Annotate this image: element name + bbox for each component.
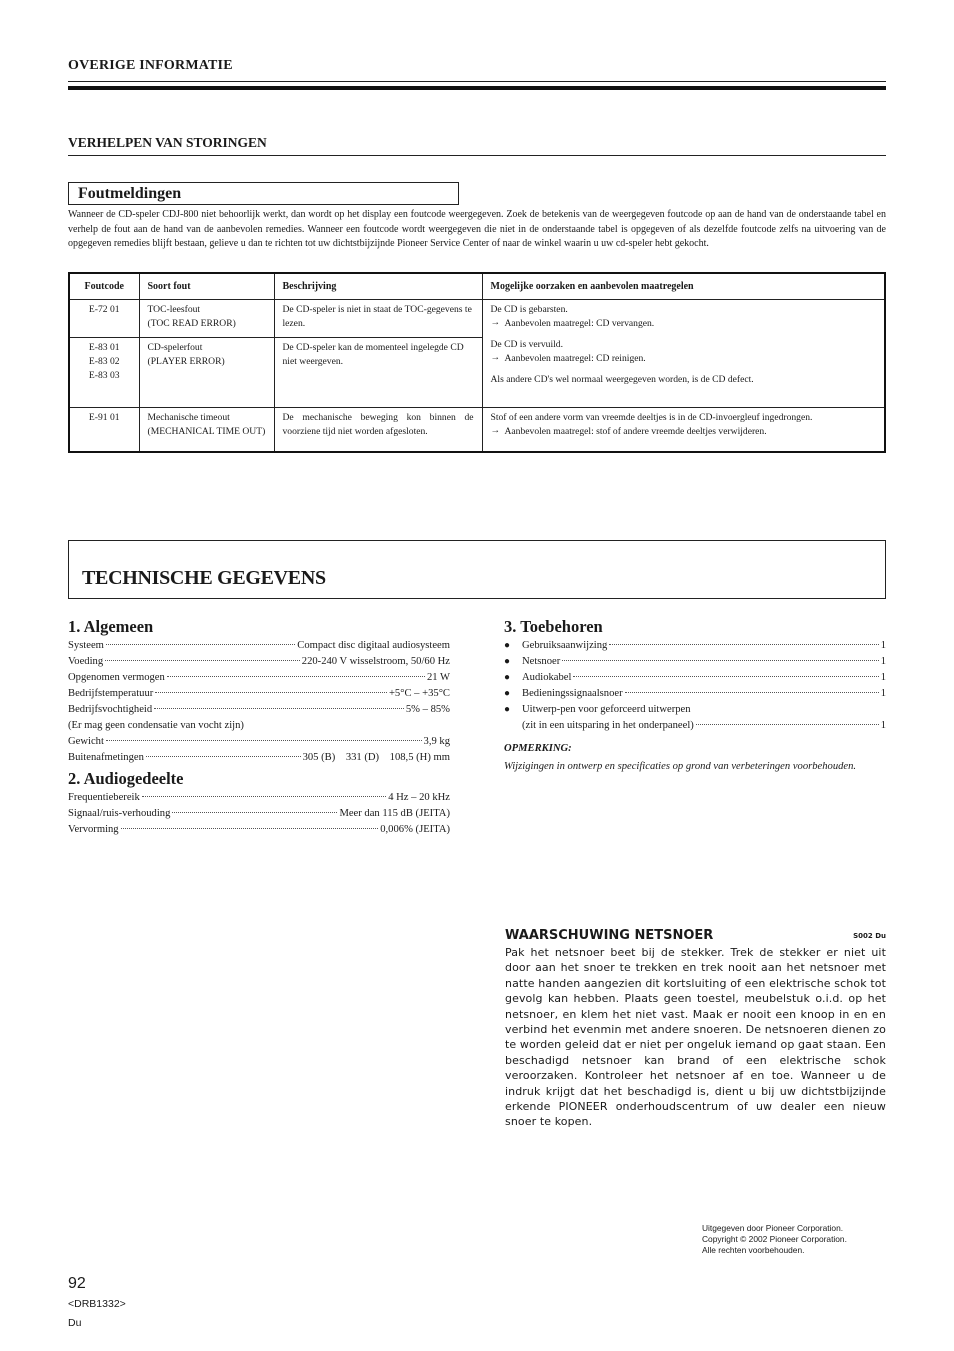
remedy-text: Aanbevolen maatregel: stof of andere vreemde deeltjes verwijderen. <box>504 426 767 437</box>
rights-line: Alle rechten voorbehouden. <box>702 1245 805 1255</box>
spec-value: Compact disc digitaal audiosysteem <box>297 640 450 651</box>
spec-label: Gewicht <box>68 736 104 747</box>
audio-heading: 2. Audiogedeelte <box>68 769 184 788</box>
error-description: De mechanische beweging kon binnen de voorziene tijd niet worden afgesloten. <box>274 408 482 452</box>
bullet-icon: ● <box>504 704 511 715</box>
bullet-icon: ● <box>504 688 511 699</box>
spec-label: Bedrijfsvochtigheid <box>68 704 153 715</box>
spec-label: Bedrijfstemperatuur <box>68 688 154 699</box>
list-item <box>504 638 886 654</box>
note-heading: OPMERKING: <box>504 743 572 754</box>
table-row <box>69 408 885 452</box>
error-code-line: E-83 03 <box>88 370 120 381</box>
header-rule-thin <box>68 81 886 82</box>
error-messages-title: Foutmeldingen <box>68 182 459 205</box>
error-type-english: (TOC READ ERROR) <box>147 318 236 329</box>
remedy-text: Aanbevolen maatregel: CD vervangen. <box>504 318 655 329</box>
item-value: 1 <box>880 640 886 651</box>
item-label: Netsnoer <box>522 656 561 667</box>
table-row <box>69 300 885 338</box>
spec-value: 220-240 V wisselstroom, 50/60 Hz <box>301 656 450 667</box>
cause-text: Stof of een andere vorm van vreemde deeltjes is in de CD-invoergleuf ingedrongen. <box>490 412 813 423</box>
general-specs <box>68 638 450 766</box>
condensation-note: (Er mag geen condensatie van vocht zijn) <box>68 720 244 731</box>
spec-label: Buitenafmetingen <box>68 752 144 763</box>
spec-label: Frequentiebereik <box>68 792 140 803</box>
spec-row <box>68 790 450 806</box>
arrow-icon: → <box>490 425 501 436</box>
warning-title: WAARSCHUWING NETSNOER <box>505 928 714 943</box>
item-label: Uitwerp-pen voor geforceerd uitwerpen <box>522 704 691 715</box>
spec-value: 305 (B) 331 (D) 108,5 (H) mm <box>302 752 450 763</box>
power-cord-warning <box>505 928 886 1130</box>
error-code <box>69 338 139 408</box>
troubleshooting-rule <box>68 155 886 156</box>
note-text: Wijzigingen in ontwerp en specificaties op grond van verbeteringen voorbehouden. <box>504 761 857 772</box>
error-type-english: (PLAYER ERROR) <box>147 356 225 367</box>
bullet-icon: ● <box>504 640 511 651</box>
error-type-label: TOC-leesfout <box>147 304 201 315</box>
spec-label: Signaal/ruis-verhouding <box>68 808 171 819</box>
audio-specs <box>68 790 450 838</box>
spec-value: +5°C – +35°C <box>388 688 450 699</box>
error-type <box>139 338 274 408</box>
publisher-line: Uitgegeven door Pioneer Corporation. <box>702 1223 844 1233</box>
header-rule-thick <box>68 86 886 90</box>
spec-value: Meer dan 115 dB (JEITA) <box>339 808 450 819</box>
error-code: E-72 01 <box>69 300 139 338</box>
column-header: Soort fout <box>139 273 274 300</box>
arrow-icon: → <box>490 317 501 328</box>
remedy-line <box>491 317 877 331</box>
remedy-line <box>491 352 877 366</box>
spec-row <box>68 822 450 838</box>
item-value: 1 <box>880 720 886 731</box>
remedy-line <box>491 425 877 439</box>
error-description: De CD-speler is niet in staat de TOC-gegevens te lezen. <box>274 300 482 338</box>
table-header-row <box>69 273 885 300</box>
item-label: Gebruiksaanwijzing <box>522 640 608 651</box>
error-code-table <box>68 272 886 453</box>
spec-label: Systeem <box>68 640 104 651</box>
spec-row <box>68 686 450 702</box>
spec-row <box>68 806 450 822</box>
spec-row <box>68 670 450 686</box>
error-type-english: (MECHANICAL TIME OUT) <box>147 426 266 437</box>
item-value: 1 <box>880 656 886 667</box>
error-type <box>139 408 274 452</box>
section-heading: OVERIGE INFORMATIE <box>68 58 233 73</box>
spec-row <box>68 654 450 670</box>
column-header: Mogelijke oorzaken en aanbevolen maatregelen <box>482 273 885 300</box>
publisher-info <box>702 1223 847 1256</box>
item-value: 1 <box>880 688 886 699</box>
accessories-list <box>504 638 886 734</box>
page-number: 92 <box>68 1275 86 1292</box>
troubleshooting-intro: Wanneer de CD-speler CDJ-800 niet behoorlijk werkt, dan wordt op het display een foutcode weergegeven. Zoek de betekenis van de weergegeven foutcode op aan de hand van de onderstaande tabel en verhelp de fout aan de hand van de aanbevolen remedies. Wanneer een foutcode wordt weergegeven die niet in de onderstaande tabel is opgegeven of als dezelfde foutcode zelfs na uitvoering van de opgegeven remedies blijft bestaan, gelieve u dan te richten tot uw dichtstbijzijnde Pioneer Service Center of naar de winkel waarin u uw cd-speler hebt gekocht. <box>68 209 886 249</box>
spec-value: 21 W <box>426 672 450 683</box>
arrow-icon: → <box>490 352 501 363</box>
error-description: De CD-speler kan de momenteel ingelegde CD niet weergeven. <box>274 338 482 408</box>
troubleshooting-title: VERHELPEN VAN STORINGEN <box>68 135 267 150</box>
column-header: Beschrijving <box>274 273 482 300</box>
specs-title: TECHNISCHE GEGEVENS <box>82 567 326 589</box>
error-causes <box>482 408 885 452</box>
spec-value: 4 Hz – 20 kHz <box>388 792 450 803</box>
list-item <box>504 654 886 670</box>
spec-label: Vervorming <box>68 824 119 835</box>
bullet-icon: ● <box>504 656 511 667</box>
cause-text: Als andere CD's wel normaal weergegeven worden, is de CD defect. <box>490 374 754 385</box>
column-header: Foutcode <box>69 273 139 300</box>
error-causes <box>482 300 885 408</box>
remedy-text: Aanbevolen maatregel: CD reinigen. <box>504 353 646 364</box>
spec-value: 3,9 kg <box>423 736 450 747</box>
error-code-line: E-83 02 <box>88 356 120 367</box>
general-heading: 1. Algemeen <box>68 617 154 636</box>
bullet-icon: ● <box>504 672 511 683</box>
item-label: (zit in een uitsparing in het onderpaneel) <box>522 720 694 731</box>
list-item <box>504 670 886 686</box>
language-code: Du <box>68 1317 82 1329</box>
item-label: Bedieningssignaalsnoer <box>522 688 623 699</box>
spec-row <box>68 638 450 654</box>
spec-note <box>68 718 450 734</box>
item-value: 1 <box>880 672 886 683</box>
item-label: Audiokabel <box>522 672 572 683</box>
warning-code: S002 Du <box>853 932 886 940</box>
error-code-line: E-83 01 <box>88 342 120 353</box>
spec-label: Opgenomen vermogen <box>68 672 165 683</box>
specs-title-box <box>68 540 886 599</box>
document-code: <DRB1332> <box>68 1298 126 1310</box>
list-item-continued <box>504 718 886 734</box>
list-item <box>504 702 886 718</box>
spec-value: 0,006% (JEITA) <box>380 824 450 835</box>
error-type-label: Mechanische timeout <box>147 412 230 423</box>
spec-row <box>68 734 450 750</box>
list-item <box>504 686 886 702</box>
cause-text: De CD is vervuild. <box>490 339 563 350</box>
copyright-line: Copyright © 2002 Pioneer Corporation. <box>702 1234 847 1244</box>
spec-label: Voeding <box>68 656 104 667</box>
error-type <box>139 300 274 338</box>
error-code: E-91 01 <box>69 408 139 452</box>
error-type-label: CD-spelerfout <box>147 342 203 353</box>
spec-row <box>68 702 450 718</box>
cause-text: De CD is gebarsten. <box>490 304 568 315</box>
spec-value: 5% – 85% <box>405 704 450 715</box>
spec-row <box>68 750 450 766</box>
warning-text: Pak het netsnoer beet bij de stekker. Trek de stekker er niet uit door aan het snoer te trekken en trek nooit aan het netsnoer met natte handen aangezien dit kortsluiting of een elektrische schok tot gevolg kan hebben. Plaats geen toestel, meubelstuk o.i.d. op het netsnoer, en klem het niet vast. Maak er nooit een knoop in en en verbind het evenmin met andere snoeren. De netsnoeren dienen zo te worden geleid dat er niet per ongeluk iemand op gaat staan. Een beschadigd netsnoer kan brand of een elektrische schok veroorzaken. Kontroleer het netsnoer af en toe. Wanneer u de indruk krijgt dat het beschadigd is, dient u bij uw dichtstbijzijnde erkende PIONEER onderhoudscentrum of uw dealer een nieuw snoer te kopen. <box>505 946 886 1129</box>
accessories-heading: 3. Toebehoren <box>504 617 603 636</box>
